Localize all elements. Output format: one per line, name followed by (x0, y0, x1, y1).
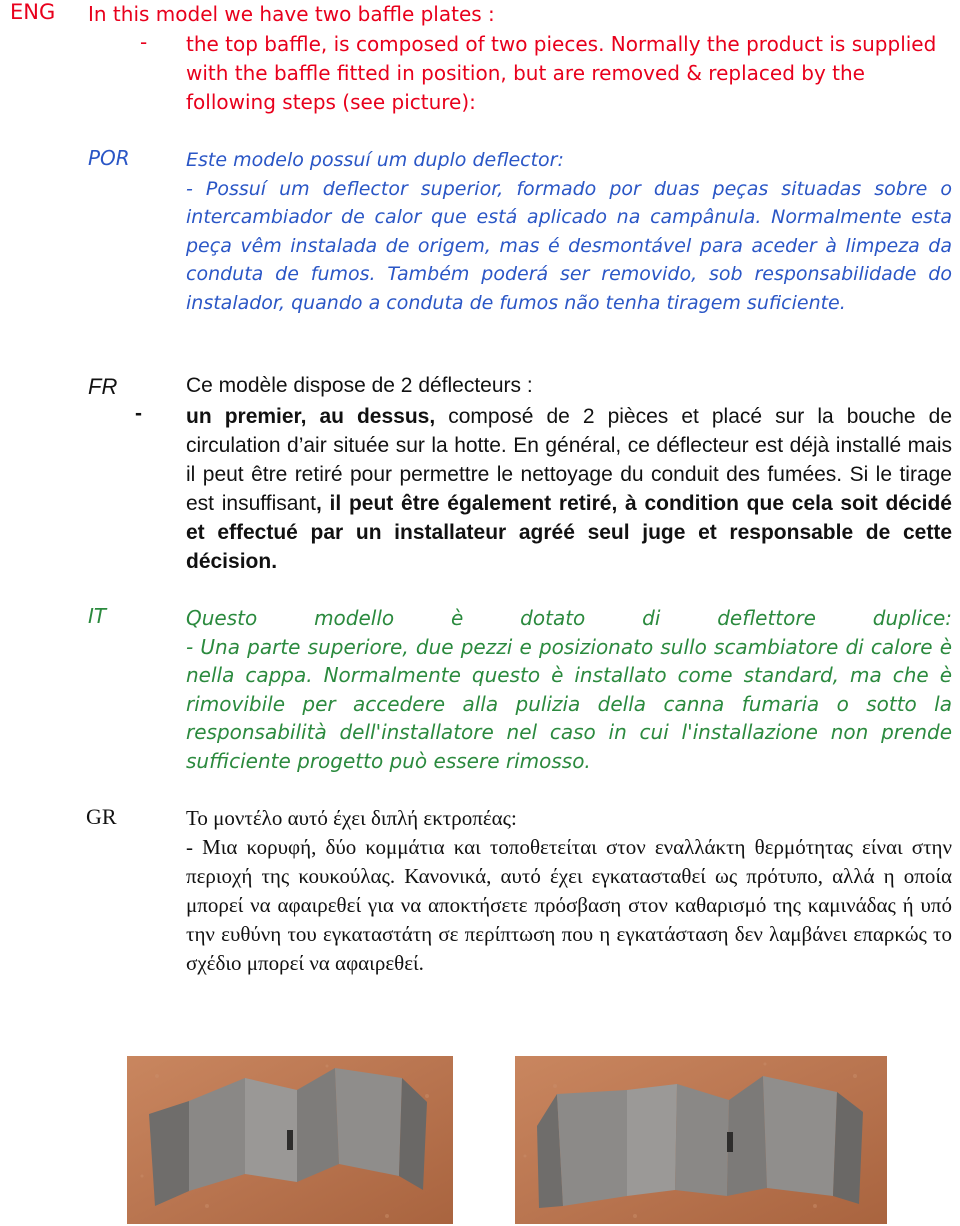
gr-title: Το μοντέλο αυτό έχει διπλή εκτροπέας: (186, 806, 517, 830)
por-section (186, 146, 952, 317)
it-section (186, 604, 952, 775)
por-body-text: - Possuí um deflector superior, formado por duas peças situadas sobre o intercambiador de calor que está aplicado na campânula. Normalmente esta peça vêm instalada de origem, mas é desmontável para aceder à limpeza da conduta de fumos. Também poderá ser removido, sob responsabilidade do instalador, quando a conduta de fumos não tenha tiragem suficiente. (186, 177, 952, 314)
baffle-photo-right (515, 1056, 887, 1224)
gr-body-text: - Μια κορυφή, δύο κομμάτια και τοποθετείται στον εναλλάκτη θερμότητας είναι στην περιοχή της κουκούλας. Κανονικά, αυτό έχει εγκατασταθεί ως πρότυπο, αλλά η οποία μπορεί να αφαιρεθεί για να αποκτήσετε πρόσβαση στον καθαρισμό της καμινάδας ή υπό την ευθύνη του εγκαταστάτη σε περίπτωση που η εγκατάσταση δεν λαμβάνει επαρκώς το σχέδιο μπορεί να αφαιρεθεί. (186, 835, 952, 975)
eng-intro-text: In this model we have two baffle plates : (88, 2, 495, 26)
fr-intro-text: Ce modèle dispose de 2 déflecteurs : (186, 374, 533, 397)
fr-bold-lead: un premier, au dessus, (186, 405, 436, 428)
fr-normal-text: composé de 2 pièces et placé sur la bouche de circulation d’air située sur la hotte. En général, ce déflecteur est déjà installé mais il peut être retiré pour permettre le nettoyage du conduit des fumées. Si le tirage est insuffisant (186, 405, 952, 515)
gr-section (186, 804, 952, 978)
it-language-label: IT (88, 604, 107, 628)
it-body-text: - Una parte superiore, due pezzi e posizionato sullo scambiatore di calore è nella cappa. Normalmente questo è installato come standard, ma che è rimovibile per accedere alla pulizia della canna fumaria o sotto la responsabilità dell'installatore nel caso in cui l'installazione non prende sufficiente progetto può essere rimosso. (186, 634, 952, 773)
fr-language-label: FR (88, 374, 118, 399)
eng-language-label: ENG (10, 0, 56, 24)
por-title: Este modelo possuí um duplo deflector: (186, 149, 564, 171)
fr-bullet-dash: - (135, 402, 142, 425)
fr-body-text (186, 402, 952, 576)
por-language-label: POR (88, 146, 130, 170)
it-title: Questo modello è dotato di deflettore duplice: (186, 606, 952, 630)
eng-bullet-dash: - (140, 30, 148, 54)
baffle-photo-left (127, 1056, 453, 1224)
fr-bold-warning: , il peut être également retiré, à condition que cela soit décidé et effectué par un installateur agréé seul juge et responsable de cette décision. (186, 492, 952, 573)
eng-body-text: the top baffle, is composed of two pieces. Normally the product is supplied with the baffle fitted in position, but are removed & replaced by the following steps (see picture): (186, 32, 937, 114)
gr-language-label: GR (86, 804, 117, 829)
